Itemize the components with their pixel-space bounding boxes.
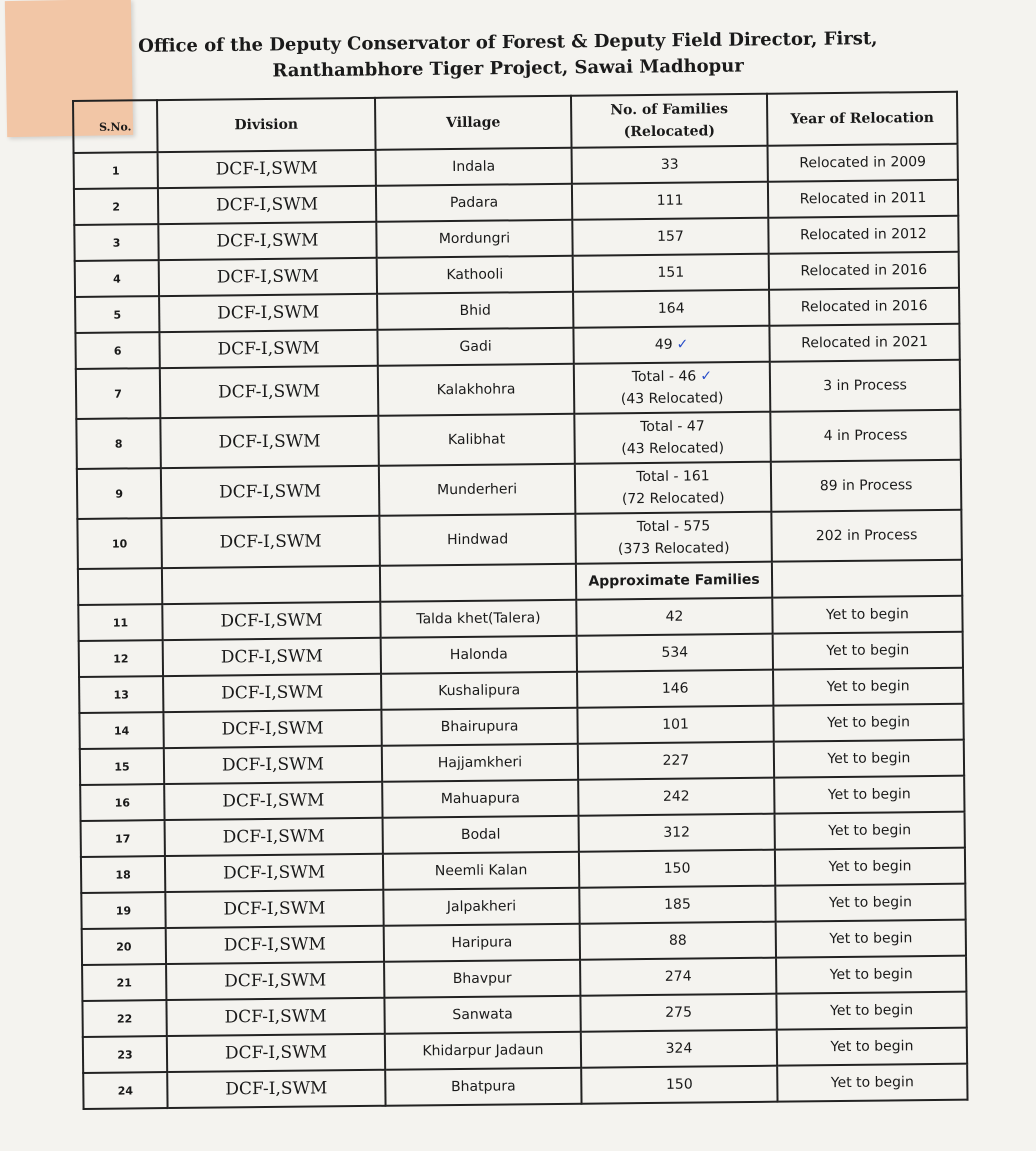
cell-division: DCF-I,SWM: [165, 818, 383, 856]
cell-families: [573, 290, 769, 328]
cell-families: 324: [581, 1030, 777, 1068]
header-families-line1: No. of Families: [610, 101, 729, 119]
cell-village: Kathooli: [377, 256, 573, 294]
cell-year: Yet to begin: [775, 812, 965, 850]
cell-families: 150: [579, 850, 775, 888]
cell-families: 274: [580, 958, 776, 996]
cell-village: Haripura: [384, 924, 580, 962]
cell-division: DCF-I,SWM: [158, 186, 376, 224]
cell-families: 88: [580, 922, 776, 960]
cell-sno: 1: [74, 152, 158, 189]
cell-families: 227: [578, 742, 774, 780]
header-division: Division: [157, 98, 376, 152]
families-relocated: (373 Relocated): [617, 540, 730, 558]
cell-families: [572, 146, 768, 184]
cell-division: DCF-I,SWM: [164, 782, 382, 820]
cell-year: Relocated in 2021: [769, 324, 959, 362]
cell-year: 89 in Process: [771, 460, 962, 512]
cell-village: Indala: [376, 148, 572, 186]
cell-sno: 23: [83, 1036, 167, 1073]
families-total: [579, 415, 765, 439]
families-relocated: (72 Relocated): [621, 490, 725, 508]
families-value: 111: [656, 192, 684, 209]
cell-year: Yet to begin: [776, 920, 966, 958]
cell-year: Yet to begin: [773, 704, 963, 742]
document-title: [128, 26, 889, 86]
cell-division: DCF-I,SWM: [161, 466, 380, 518]
cell-year: Yet to begin: [774, 776, 964, 814]
cell-families: [573, 326, 769, 364]
cell-sno: 21: [82, 964, 166, 1001]
cell-families: [574, 412, 771, 464]
families-value: 49: [654, 336, 673, 353]
cell-families: [574, 362, 771, 414]
header-sno: S.No.: [73, 100, 158, 153]
families-total-text: Total - 46: [631, 368, 697, 386]
cell-village: Talda khet(Talera): [380, 600, 576, 638]
cell-sno: 8: [76, 418, 161, 469]
families-total: [579, 365, 765, 389]
cell-year: 4 in Process: [770, 410, 961, 462]
cell-families: 242: [578, 778, 774, 816]
families-total: [580, 465, 766, 489]
cell-division: DCF-I,SWM: [166, 926, 384, 964]
cell-village: Bodal: [383, 816, 579, 854]
table-row: [76, 360, 960, 419]
cell-sno: 13: [79, 676, 163, 713]
cell-division: DCF-I,SWM: [158, 222, 376, 260]
cell-village: Kalibhat: [378, 414, 575, 466]
cell-year: Relocated in 2009: [768, 144, 958, 182]
cell-division: DCF-I,SWM: [164, 746, 382, 784]
cell-families: 146: [577, 670, 773, 708]
families-total: [580, 515, 766, 539]
cell-year: 202 in Process: [771, 510, 962, 562]
cell-year: Yet to begin: [772, 596, 962, 634]
cell-village: Sanwata: [384, 996, 580, 1034]
relocation-table-container: [72, 91, 969, 1110]
cell-year: Yet to begin: [773, 668, 963, 706]
cell-sno: 22: [82, 1000, 166, 1037]
cell-sno: 20: [82, 928, 166, 965]
cell-division: DCF-I,SWM: [160, 416, 379, 468]
cell-division: DCF-I,SWM: [165, 854, 383, 892]
cell-division: DCF-I,SWM: [162, 602, 380, 640]
cell-year: Relocated in 2012: [768, 216, 958, 254]
cell-sno: 17: [81, 820, 165, 857]
title-line-1: Office of the Deputy Conservator of Forest & Deputy Field Director, First,: [138, 28, 878, 57]
empty-cell: [162, 566, 380, 604]
cell-families: 275: [580, 994, 776, 1032]
families-value: 33: [660, 156, 679, 173]
cell-division: DCF-I,SWM: [159, 294, 377, 332]
table-body: [74, 144, 968, 1109]
families-total-text: Total - 575: [636, 518, 711, 536]
cell-families: 150: [581, 1066, 777, 1104]
cell-sno: 11: [78, 604, 162, 641]
cell-village: Kushalipura: [381, 672, 577, 710]
families-relocated: (43 Relocated): [621, 440, 725, 458]
cell-sno: 2: [74, 188, 158, 225]
cell-families: 42: [576, 598, 772, 636]
header-families-line2: (Relocated): [623, 123, 716, 141]
empty-cell: [380, 564, 576, 602]
cell-year: Yet to begin: [775, 848, 965, 886]
cell-sno: 3: [74, 224, 158, 261]
cell-division: DCF-I,SWM: [159, 258, 377, 296]
cell-division: DCF-I,SWM: [160, 366, 379, 418]
cell-village: Bhairupura: [381, 708, 577, 746]
families-total-text: Total - 161: [636, 468, 710, 486]
cell-sno: 10: [77, 518, 162, 569]
cell-division: DCF-I,SWM: [165, 890, 383, 928]
families-value: 157: [657, 228, 684, 245]
header-year: Year of Relocation: [767, 92, 958, 146]
cell-year: Relocated in 2016: [769, 252, 959, 290]
cell-year: Relocated in 2011: [768, 180, 958, 218]
cell-village: Padara: [376, 184, 572, 222]
cell-division: DCF-I,SWM: [163, 674, 381, 712]
cell-village: Bhid: [377, 292, 573, 330]
relocation-table: [72, 91, 969, 1110]
cell-sno: 12: [79, 640, 163, 677]
cell-division: DCF-I,SWM: [158, 150, 376, 188]
cell-village: Kalakhohra: [378, 364, 575, 416]
cell-division: DCF-I,SWM: [167, 1070, 385, 1108]
cell-division: DCF-I,SWM: [159, 330, 377, 368]
cell-sno: 7: [76, 368, 161, 419]
table-row: [77, 460, 961, 519]
cell-village: Mahuapura: [382, 780, 578, 818]
cell-sno: 9: [77, 468, 162, 519]
cell-families: [575, 512, 772, 564]
header-row: [73, 92, 957, 153]
cell-sno: 18: [81, 856, 165, 893]
cell-families: 101: [577, 706, 773, 744]
cell-village: Jalpakheri: [383, 888, 579, 926]
table-row: [76, 410, 960, 469]
families-value: 151: [657, 264, 685, 281]
families-total-text: Total - 47: [640, 418, 705, 436]
table-row: [77, 510, 961, 569]
cell-division: DCF-I,SWM: [161, 516, 380, 568]
cell-year: Yet to begin: [774, 740, 964, 778]
cell-year: Yet to begin: [773, 632, 963, 670]
cell-village: Bhavpur: [384, 960, 580, 998]
subheader-approx-families: Approximate Families: [576, 562, 772, 600]
empty-cell: [78, 568, 162, 605]
cell-village: Bhatpura: [385, 1068, 581, 1106]
cell-families: 534: [577, 634, 773, 672]
cell-sno: 14: [79, 712, 163, 749]
title-line-2: Ranthambhore Tiger Project, Sawai Madhopur: [272, 55, 744, 82]
cell-village: Mordungri: [376, 220, 572, 258]
header-families: [571, 94, 768, 148]
cell-village: Hajjamkheri: [382, 744, 578, 782]
cell-village: Neemli Kalan: [383, 852, 579, 890]
cell-year: 3 in Process: [770, 360, 961, 412]
cell-sno: 6: [75, 332, 159, 369]
families-relocated: (43 Relocated): [620, 390, 724, 408]
cell-village: Khidarpur Jadaun: [385, 1032, 581, 1070]
cell-division: DCF-I,SWM: [166, 998, 384, 1036]
cell-village: Gadi: [377, 328, 573, 366]
cell-sno: 16: [80, 784, 164, 821]
cell-village: Halonda: [381, 636, 577, 674]
cell-sno: 24: [83, 1072, 167, 1109]
cell-division: DCF-I,SWM: [167, 1034, 385, 1072]
families-value: 164: [657, 300, 685, 317]
cell-families: 185: [579, 886, 775, 924]
cell-year: Yet to begin: [776, 956, 966, 994]
empty-cell: [772, 560, 962, 598]
checkmark-icon: ✓: [700, 368, 713, 385]
cell-division: DCF-I,SWM: [163, 638, 381, 676]
cell-year: Yet to begin: [777, 1064, 967, 1102]
cell-families: 312: [579, 814, 775, 852]
cell-year: Yet to begin: [776, 992, 966, 1030]
cell-sno: 4: [75, 260, 159, 297]
cell-sno: 19: [81, 892, 165, 929]
cell-year: Yet to begin: [777, 1028, 967, 1066]
cell-village: Munderheri: [379, 464, 576, 516]
cell-sno: 5: [75, 296, 159, 333]
cell-year: Relocated in 2016: [769, 288, 959, 326]
cell-families: [572, 182, 768, 220]
cell-families: [572, 218, 768, 256]
cell-division: DCF-I,SWM: [166, 962, 384, 1000]
header-village: Village: [375, 96, 572, 150]
cell-village: Hindwad: [379, 514, 576, 566]
cell-families: [573, 254, 769, 292]
cell-year: Yet to begin: [775, 884, 965, 922]
cell-division: DCF-I,SWM: [163, 710, 381, 748]
cell-sno: 15: [80, 748, 164, 785]
checkmark-icon: ✓: [676, 336, 689, 353]
cell-families: [575, 462, 772, 514]
